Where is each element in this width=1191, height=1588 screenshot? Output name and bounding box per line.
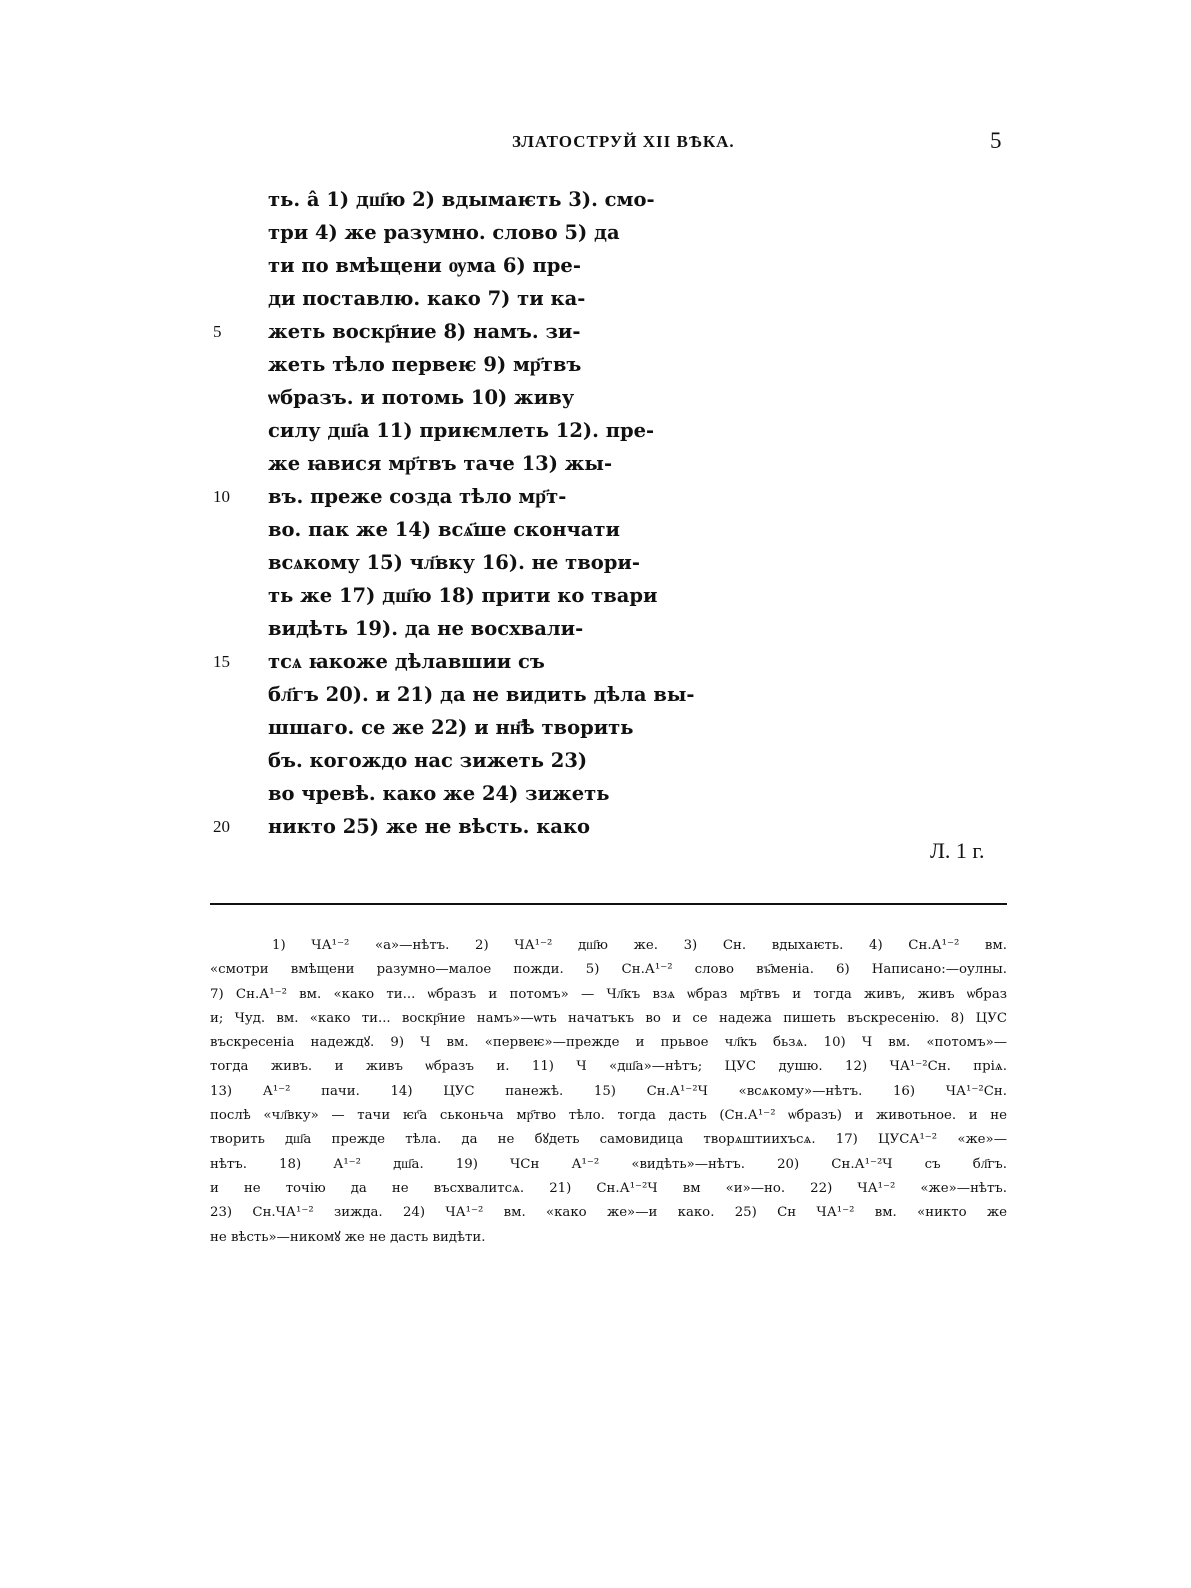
text-line <box>268 183 688 216</box>
text-line-content: видѣть 19). да не восхвали- <box>268 617 584 640</box>
text-line-content: всѧкому 15) чл҃вку 16). не твори- <box>268 551 640 574</box>
footnotes-block <box>210 934 1007 1250</box>
text-line <box>268 513 688 546</box>
footnote-line: и не точію да не въсхвалитсѧ. 21) Сн.А¹⁻²Ч вм «и»—но. 22) ЧА¹⁻² «же»—нѣтъ. <box>210 1180 1007 1196</box>
text-line <box>268 348 688 381</box>
text-line <box>268 282 688 315</box>
text-line-content: ть. а̂ 1) дш҃ю 2) вдымаѥть 3). смо- <box>268 188 655 211</box>
footnote-line: тогда живъ. и живъ ѡбразъ и. 11) Ч «дш҃а»—нѣтъ; ЦУС душю. 12) ЧА¹⁻²Сн. пріѧ. <box>210 1059 1007 1075</box>
text-line-content: бъ. когождо нас зижеть 23) <box>268 749 588 772</box>
text-line <box>268 777 688 810</box>
footnote-line: не вѣсть»—никомꙋ же не дасть видѣти. <box>210 1229 486 1245</box>
footnote-line: 7) Сн.А¹⁻² вм. «како ти... ѡбразъ и потомъ» — Чл҃къ взѧ ѡбраз мр҃твъ и тогда живъ, живъ ѡбраз <box>210 986 1007 1002</box>
footnote-line: въскресеніа надеждꙋ. 9) Ч вм. «первеѥ»—прежде и прьвое чл҃къ бьзѧ. 10) Ч вм. «потомъ»— <box>210 1035 1007 1051</box>
text-line <box>213 480 688 513</box>
footnote-divider <box>210 903 1007 905</box>
text-line-content: жеть воскр҃ние 8) намъ. зи- <box>268 320 581 343</box>
text-line <box>268 546 688 579</box>
text-line-content: ть же 17) дш҃ю 18) прити ко твари <box>268 584 658 607</box>
text-line-content: силу дш҃а 11) приѥмлеть 12). пре- <box>268 419 655 442</box>
text-line-content: ти по вмѣщени ѹма 6) пре- <box>268 254 581 277</box>
text-line-content: во. пак же 14) всѧ҃ше скончати <box>268 518 620 541</box>
running-title: ЗЛАТОСТРУЙ XII ВѢКА. <box>512 132 735 151</box>
text-line <box>268 249 688 282</box>
text-line <box>268 216 688 249</box>
text-line-content: три 4) же разумно. слово 5) да <box>268 221 620 244</box>
line-number: 20 <box>213 817 230 836</box>
line-number: 10 <box>213 487 230 506</box>
text-line-content: бл҃гъ 20). и 21) да не видить дѣла вы- <box>268 683 695 706</box>
text-line <box>268 447 688 480</box>
footnote-line: 23) Сн.ЧА¹⁻² зижда. 24) ЧА¹⁻² вм. «како же»—и како. 25) Сн ЧА¹⁻² вм. «никто же <box>210 1205 1007 1221</box>
footnote-line: и; Чуд. вм. «како ти... воскр҃ние намъ»—ѡть начатъкъ во и се надежа пишеть въскресенію. 8) ЦУС <box>210 1010 1007 1026</box>
footnote-line: творить дш҃а прежде тѣла. да не бꙋдеть самовидица творѧштиихъсѧ. 17) ЦУСА¹⁻² «же»— <box>210 1132 1007 1148</box>
text-line <box>268 711 688 744</box>
text-line-content: никто 25) же не вѣсть. како <box>268 815 591 838</box>
text-line <box>268 744 688 777</box>
text-line <box>268 414 688 447</box>
footnote-line: послѣ «чл҃вку» — тачи ѥг҃а ськоньча мр҃тво тѣло. тогда дасть (Сн.А¹⁻² ѡбразъ) и животьное. и не <box>210 1108 1007 1124</box>
footnote-line: 1) ЧА¹⁻² «а»—нѣтъ. 2) ЧА¹⁻² дш҃ю же. 3) Сн. вдыхаѥть. 4) Сн.А¹⁻² вм. <box>272 938 1007 953</box>
page-number: 5 <box>990 128 1002 153</box>
text-line-content: жеть тѣло первеѥ 9) мр҃твъ <box>268 353 582 376</box>
text-line-content: тсѧ ꙗкоже дѣлавшии съ <box>268 650 545 673</box>
line-number: 15 <box>213 652 230 671</box>
text-line-content: шшаго. се же 22) и нн҃ѣ творить <box>268 716 634 739</box>
text-line-content: ѡбразъ. и потомь 10) живу <box>268 386 575 409</box>
text-line-content: же ꙗвися мр҃твъ таче 13) жы- <box>268 452 613 475</box>
text-line-content: въ. преже созда тѣло мр҃т- <box>268 485 567 508</box>
folio-margin-note: Л. 1 г. <box>930 838 985 863</box>
text-line <box>213 315 688 348</box>
text-line <box>268 579 688 612</box>
line-number: 5 <box>213 322 222 341</box>
footnote-line: 13) А¹⁻² пачи. 14) ЦУС панежѣ. 15) Сн.А¹⁻²Ч «всѧкому»—нѣтъ. 16) ЧА¹⁻²Сн. <box>210 1083 1007 1099</box>
text-line <box>213 645 688 678</box>
text-line <box>213 810 688 843</box>
text-line <box>268 612 688 645</box>
footnote-line: нѣтъ. 18) А¹⁻² дш҃а. 19) ЧСн А¹⁻² «видѣть»—нѣтъ. 20) Сн.А¹⁻²Ч съ бл҃гъ. <box>210 1156 1007 1172</box>
text-line <box>268 381 688 414</box>
main-text-block <box>213 183 695 843</box>
footnote-line: «смотри вмѣщени разумно—малое пожди. 5) Сн.А¹⁻² слово въ҃меніа. 6) Написано:—оулны. <box>210 962 1007 978</box>
text-line-content: во чревѣ. како же 24) зижеть <box>268 782 610 805</box>
text-line <box>268 678 695 711</box>
text-line-content: ди поставлю. како 7) ти ка- <box>268 287 586 310</box>
